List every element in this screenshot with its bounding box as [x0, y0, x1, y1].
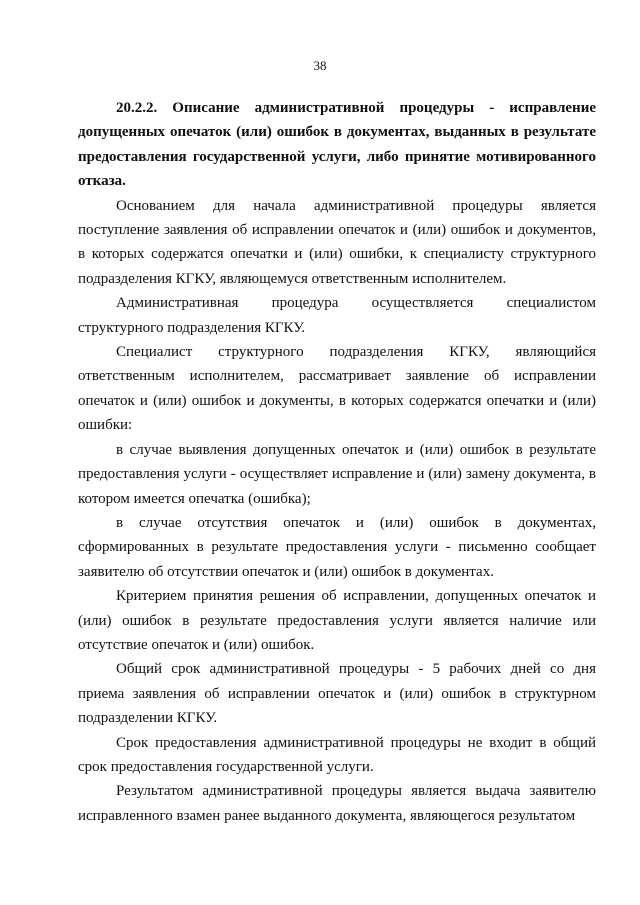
- section-heading: 20.2.2. Описание административной процедуры - исправление допущенных опечаток (или) ошибок в документах, выданных в результате предоставления государственной услуги, либо принятие мотивированного отказа.: [78, 100, 596, 190]
- paragraph-review: Специалист структурного подразделения КГКУ, являющийся ответственным исполнителем, рассматривает заявление об исправлении опечаток и (или) ошибок и документы, в которых содержатся опечатки и (или) ошибки:: [78, 344, 596, 434]
- paragraph-errors-found: в случае выявления допущенных опечаток и (или) ошибок в результате предоставления услуги - осуществляет исправление и (или) замену документа, в котором имеется опечатка (ошибка);: [78, 441, 596, 507]
- paragraph-performer: Административная процедура осуществляется специалистом структурного подразделения КГКУ.: [78, 295, 596, 336]
- paragraph-basis: Основанием для начала административной процедуры является поступление заявления об исправлении опечаток и (или) ошибок и документов, в которых содержатся опечатки и (или) ошибки, к специалисту структурного подразделения КГКУ, являющемуся ответственным исполнителем.: [78, 197, 596, 287]
- paragraph-result: Результатом административной процедуры является выдача заявителю исправленного взамен ранее выданного документа, являющегося результатом: [78, 783, 596, 824]
- paragraph-term: Общий срок административной процедуры - 5 рабочих дней со дня приема заявления об исправлении опечаток и (или) ошибок в структурном подразделении КГКУ.: [78, 661, 596, 727]
- page-number: 38: [313, 58, 327, 73]
- paragraph-criterion: Критерием принятия решения об исправлении, допущенных опечаток и (или) ошибок в результате предоставления услуги является наличие или отсутствие опечаток и (или) ошибок.: [78, 588, 596, 653]
- paragraph-term-exclusion: Срок предоставления административной процедуры не входит в общий срок предоставления государственной услуги.: [78, 734, 596, 775]
- paragraph-no-errors: в случае отсутствия опечаток и (или) ошибок в документах, сформированных в результате предоставления услуги - письменно сообщает заявителю об отсутствии опечаток и (или) ошибок в документах.: [78, 514, 596, 580]
- document-body: [78, 96, 596, 828]
